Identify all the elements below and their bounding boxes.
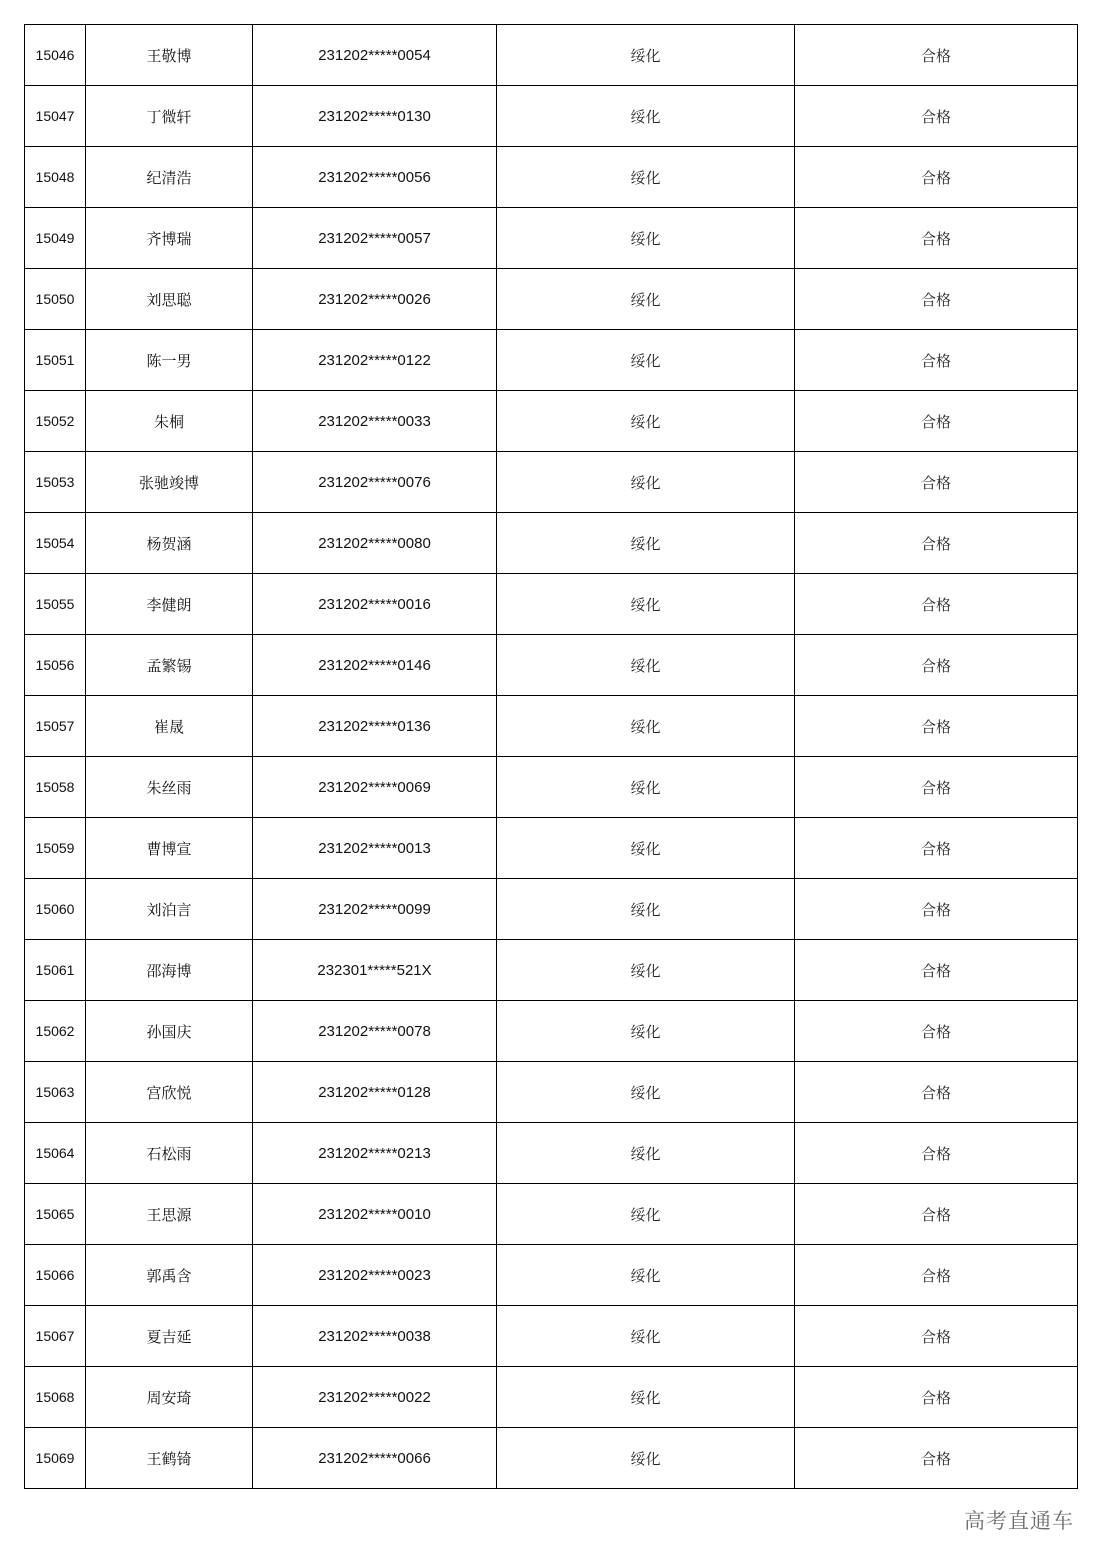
name-cell: 曹博宣 — [86, 818, 253, 879]
id-number-cell: 231202*****0010 — [253, 1184, 497, 1245]
serial-number-cell: 15054 — [25, 513, 86, 574]
result-cell: 合格 — [795, 269, 1078, 330]
city-cell: 绥化 — [497, 1428, 795, 1489]
id-number-cell: 231202*****0130 — [253, 86, 497, 147]
result-cell: 合格 — [795, 940, 1078, 1001]
name-cell: 孟繁锡 — [86, 635, 253, 696]
name-cell: 杨贺涵 — [86, 513, 253, 574]
table-row — [25, 696, 1078, 757]
name-cell: 张驰竣博 — [86, 452, 253, 513]
id-number-cell: 232301*****521X — [253, 940, 497, 1001]
id-number-cell: 231202*****0057 — [253, 208, 497, 269]
city-cell: 绥化 — [497, 940, 795, 1001]
table-body — [25, 25, 1078, 1489]
city-cell: 绥化 — [497, 147, 795, 208]
city-cell: 绥化 — [497, 574, 795, 635]
serial-number-cell: 15052 — [25, 391, 86, 452]
result-cell: 合格 — [795, 1123, 1078, 1184]
result-cell: 合格 — [795, 147, 1078, 208]
serial-number-cell: 15048 — [25, 147, 86, 208]
serial-number-cell: 15058 — [25, 757, 86, 818]
id-number-cell: 231202*****0080 — [253, 513, 497, 574]
table-row — [25, 269, 1078, 330]
table-row — [25, 1306, 1078, 1367]
result-cell: 合格 — [795, 1184, 1078, 1245]
name-cell: 朱丝雨 — [86, 757, 253, 818]
serial-number-cell: 15049 — [25, 208, 86, 269]
serial-number-cell: 15060 — [25, 879, 86, 940]
result-cell: 合格 — [795, 1306, 1078, 1367]
table-row — [25, 757, 1078, 818]
result-cell: 合格 — [795, 757, 1078, 818]
name-cell: 崔晟 — [86, 696, 253, 757]
serial-number-cell: 15063 — [25, 1062, 86, 1123]
serial-number-cell: 15069 — [25, 1428, 86, 1489]
table-row — [25, 1184, 1078, 1245]
city-cell: 绥化 — [497, 1306, 795, 1367]
table-row — [25, 1123, 1078, 1184]
city-cell: 绥化 — [497, 25, 795, 86]
result-cell: 合格 — [795, 1062, 1078, 1123]
table-row — [25, 147, 1078, 208]
name-cell: 陈一男 — [86, 330, 253, 391]
id-number-cell: 231202*****0023 — [253, 1245, 497, 1306]
name-cell: 邵海博 — [86, 940, 253, 1001]
city-cell: 绥化 — [497, 1062, 795, 1123]
city-cell: 绥化 — [497, 208, 795, 269]
id-number-cell: 231202*****0022 — [253, 1367, 497, 1428]
serial-number-cell: 15068 — [25, 1367, 86, 1428]
serial-number-cell: 15051 — [25, 330, 86, 391]
serial-number-cell: 15062 — [25, 1001, 86, 1062]
city-cell: 绥化 — [497, 1001, 795, 1062]
name-cell: 夏吉延 — [86, 1306, 253, 1367]
id-number-cell: 231202*****0016 — [253, 574, 497, 635]
result-cell: 合格 — [795, 86, 1078, 147]
table-row — [25, 574, 1078, 635]
id-number-cell: 231202*****0033 — [253, 391, 497, 452]
result-cell: 合格 — [795, 513, 1078, 574]
result-cell: 合格 — [795, 879, 1078, 940]
city-cell: 绥化 — [497, 513, 795, 574]
city-cell: 绥化 — [497, 452, 795, 513]
serial-number-cell: 15053 — [25, 452, 86, 513]
name-cell: 郭禹含 — [86, 1245, 253, 1306]
table-row — [25, 1001, 1078, 1062]
name-cell: 刘泊言 — [86, 879, 253, 940]
id-number-cell: 231202*****0038 — [253, 1306, 497, 1367]
id-number-cell: 231202*****0054 — [253, 25, 497, 86]
city-cell: 绥化 — [497, 1245, 795, 1306]
city-cell: 绥化 — [497, 818, 795, 879]
table-row — [25, 1245, 1078, 1306]
city-cell: 绥化 — [497, 330, 795, 391]
name-cell: 朱桐 — [86, 391, 253, 452]
name-cell: 王敬博 — [86, 25, 253, 86]
city-cell: 绥化 — [497, 1184, 795, 1245]
name-cell: 李健朗 — [86, 574, 253, 635]
city-cell: 绥化 — [497, 391, 795, 452]
id-number-cell: 231202*****0026 — [253, 269, 497, 330]
id-number-cell: 231202*****0056 — [253, 147, 497, 208]
table-row — [25, 818, 1078, 879]
table-row — [25, 1428, 1078, 1489]
name-cell: 齐博瑞 — [86, 208, 253, 269]
serial-number-cell: 15057 — [25, 696, 86, 757]
result-cell: 合格 — [795, 25, 1078, 86]
watermark: 高考直通车 — [964, 1509, 1074, 1533]
serial-number-cell: 15065 — [25, 1184, 86, 1245]
table-row — [25, 330, 1078, 391]
result-cell: 合格 — [795, 574, 1078, 635]
name-cell: 刘思聪 — [86, 269, 253, 330]
table-row — [25, 513, 1078, 574]
city-cell: 绥化 — [497, 879, 795, 940]
id-number-cell: 231202*****0066 — [253, 1428, 497, 1489]
city-cell: 绥化 — [497, 269, 795, 330]
id-number-cell: 231202*****0013 — [253, 818, 497, 879]
result-cell: 合格 — [795, 391, 1078, 452]
id-number-cell: 231202*****0122 — [253, 330, 497, 391]
serial-number-cell: 15066 — [25, 1245, 86, 1306]
id-number-cell: 231202*****0146 — [253, 635, 497, 696]
city-cell: 绥化 — [497, 86, 795, 147]
table-row — [25, 940, 1078, 1001]
city-cell: 绥化 — [497, 1367, 795, 1428]
result-cell: 合格 — [795, 1367, 1078, 1428]
id-number-cell: 231202*****0069 — [253, 757, 497, 818]
name-cell: 石松雨 — [86, 1123, 253, 1184]
name-cell: 宫欣悦 — [86, 1062, 253, 1123]
id-number-cell: 231202*****0136 — [253, 696, 497, 757]
name-cell: 王思源 — [86, 1184, 253, 1245]
result-cell: 合格 — [795, 635, 1078, 696]
table-row — [25, 25, 1078, 86]
result-cell: 合格 — [795, 330, 1078, 391]
id-number-cell: 231202*****0213 — [253, 1123, 497, 1184]
serial-number-cell: 15050 — [25, 269, 86, 330]
table-row — [25, 879, 1078, 940]
name-cell: 丁微轩 — [86, 86, 253, 147]
table-row — [25, 452, 1078, 513]
result-cell: 合格 — [795, 208, 1078, 269]
results-table — [24, 24, 1078, 1489]
result-cell: 合格 — [795, 818, 1078, 879]
serial-number-cell: 15059 — [25, 818, 86, 879]
serial-number-cell: 15055 — [25, 574, 86, 635]
serial-number-cell: 15046 — [25, 25, 86, 86]
city-cell: 绥化 — [497, 635, 795, 696]
serial-number-cell: 15067 — [25, 1306, 86, 1367]
city-cell: 绥化 — [497, 696, 795, 757]
table-row — [25, 208, 1078, 269]
id-number-cell: 231202*****0128 — [253, 1062, 497, 1123]
table-row — [25, 391, 1078, 452]
serial-number-cell: 15064 — [25, 1123, 86, 1184]
table-row — [25, 635, 1078, 696]
result-cell: 合格 — [795, 1245, 1078, 1306]
name-cell: 周安琦 — [86, 1367, 253, 1428]
id-number-cell: 231202*****0076 — [253, 452, 497, 513]
id-number-cell: 231202*****0078 — [253, 1001, 497, 1062]
name-cell: 孙国庆 — [86, 1001, 253, 1062]
name-cell: 王鹤锜 — [86, 1428, 253, 1489]
serial-number-cell: 15056 — [25, 635, 86, 696]
table-row — [25, 1062, 1078, 1123]
city-cell: 绥化 — [497, 1123, 795, 1184]
serial-number-cell: 15047 — [25, 86, 86, 147]
name-cell: 纪清浩 — [86, 147, 253, 208]
result-cell: 合格 — [795, 696, 1078, 757]
table-row — [25, 1367, 1078, 1428]
city-cell: 绥化 — [497, 757, 795, 818]
result-cell: 合格 — [795, 1428, 1078, 1489]
table-row — [25, 86, 1078, 147]
id-number-cell: 231202*****0099 — [253, 879, 497, 940]
serial-number-cell: 15061 — [25, 940, 86, 1001]
result-cell: 合格 — [795, 452, 1078, 513]
result-cell: 合格 — [795, 1001, 1078, 1062]
